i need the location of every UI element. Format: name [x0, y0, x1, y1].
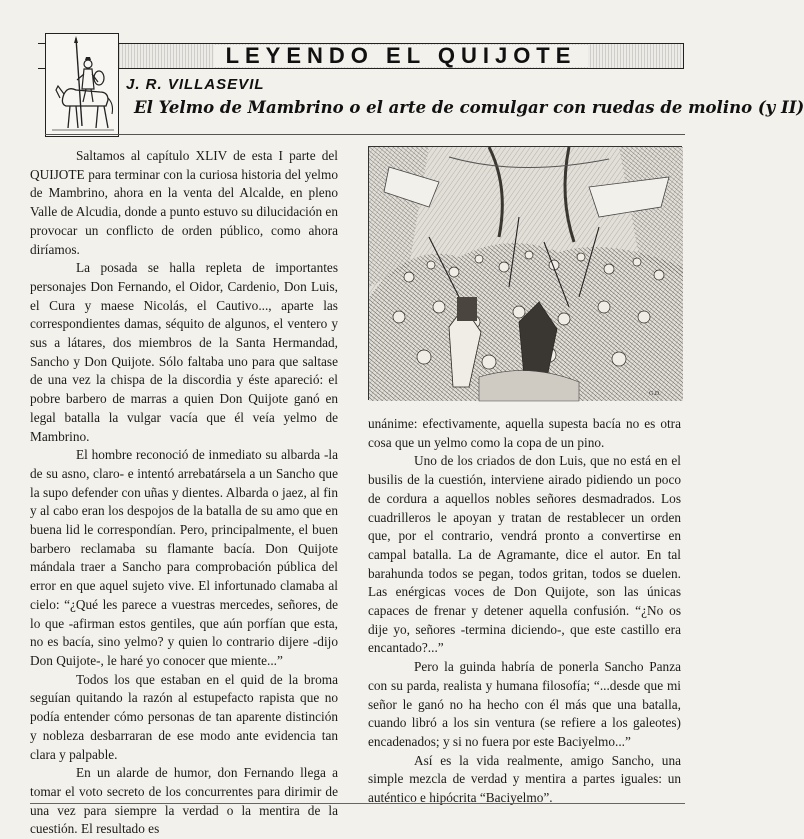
paragraph: Uno de los criados de don Luis, que no está en el busilis de la cuestión, interviene airado pidiendo un poco de cordura a aquellos nobles señores desmadrados. Los cuadrilleros le apoyan y tratan de restablecer un orden que, por el contrario, vendrá pronto a convertirse en campal batalla. La de Agramante, dice el autor. En tal barahunda todos se pegan, todos gritan, todos se duelen. Las enérgicas voces de Don Quijote, son las únicas capaces de frenar y detener aquella confusión. “¿No os dije yo, señores -termina diciendo-, que este castillo era encantado?...”	[368, 453, 681, 656]
paragraph: Saltamos al capítulo XLIV de esta I parte del QUIJOTE para terminar con la curiosa historia del yelmo de Mambrino, ahora en la venta del Alcalde, en pleno Valle de Alcudia, donde a punto estuvo su dilucidación en provocar un conflicto de orden público, como ahora diríamos.	[30, 148, 338, 257]
paragraph: En un alarde de humor, don Fernando llega a tomar el voto secreto de los concurrentes para dirimir de una vez para siempre la verdad o la mentira de la cuestión. El resultado es	[30, 765, 338, 837]
header-illustration-frame	[45, 33, 119, 137]
paragraph: La posada se halla repleta de importantes personajes Don Fernando, el Oidor, Cardenio, Don Luis, el Cura y maese Nicolás, el Cautivo..., aparte las correspondientes damas, séquito de algunos, el ventero y sus a látares, dos miembros de la Santa Hermandad, Sancho y Don Quijote. Sólo faltaba uno para que saltase de una vez la chispa de la discordia y éste apareció: el pobre barbero de marras a quien Don Quijote ganó en legal batalla la vulgar vacía que él veía yelmo de Mambrino.	[30, 260, 338, 444]
article-right-column	[368, 415, 681, 808]
don-quixote-on-horse-icon	[46, 34, 118, 136]
header-rule	[45, 134, 685, 135]
article-subtitle: El Yelmo de Mambrino o el arte de comulgar con ruedas de molino (y II)	[134, 98, 804, 117]
paragraph: El hombre reconoció de inmediato su albarda -la de su asno, claro- e intentó arrebatársela a un Sancho que la supo defender con uñas y dientes. Albarda o jaez, al fin y al cabo eran los despojos de la batalla de su amo que en buena lid le correspondían. Pero, principalmente, el buen barbero reclamaba su flamante bacía. Don Quijote mándala traer a Sancho para comprobación pública del error en que aquel sujeto vive. El infortunado clamaba al cielo: “¿Qué les parece a vuestras mercedes, señores, de lo que -afirman estos gentiles, que aún porfían que esta, no es bacía, sino yelmo? y quien lo contrario dijere -dijo Don Quijote-, le haré yo conocer que miente...”	[30, 447, 338, 668]
paragraph: unánime: efectivamente, aquella supesta bacía no es otra cosa que un yelmo como la copa de un pino.	[368, 416, 681, 450]
paragraph: Todos los que estaban en el quid de la broma seguían quitando la razón al estupefacto rapista que no podía entender cómo personas de tan aparente distinción y nobleza desbarraran de ese modo ante evidencia tan clara y palpable.	[30, 671, 338, 762]
paragraph: Así es la vida realmente, amigo Sancho, una simple mezcla de verdad y mentira a partes iguales: un auténtico e hipócrita “Baciyelmo”.	[368, 752, 681, 806]
crowded-inn-brawl-engraving	[368, 146, 682, 400]
title-bar	[118, 43, 684, 69]
section-title: LEYENDO EL QUIJOTE	[214, 45, 589, 67]
paragraph: Pero la guinda habría de ponerla Sancho Panza con su parda, realista y humana filosofía; “...desde que mi señor le ganó no ha hecho con él más que una batalla, cuando libró a los sin ventura (se refiere a los galeotes) encadenados; y si no fuera por este Baciyelmo...”	[368, 659, 681, 749]
author-name: J. R. VILLASEVIL	[126, 76, 265, 93]
article-left-column	[30, 147, 338, 839]
footer-rule	[30, 803, 685, 804]
engraving-illustration	[369, 147, 683, 401]
engraving-signature: G.D.	[649, 391, 661, 397]
